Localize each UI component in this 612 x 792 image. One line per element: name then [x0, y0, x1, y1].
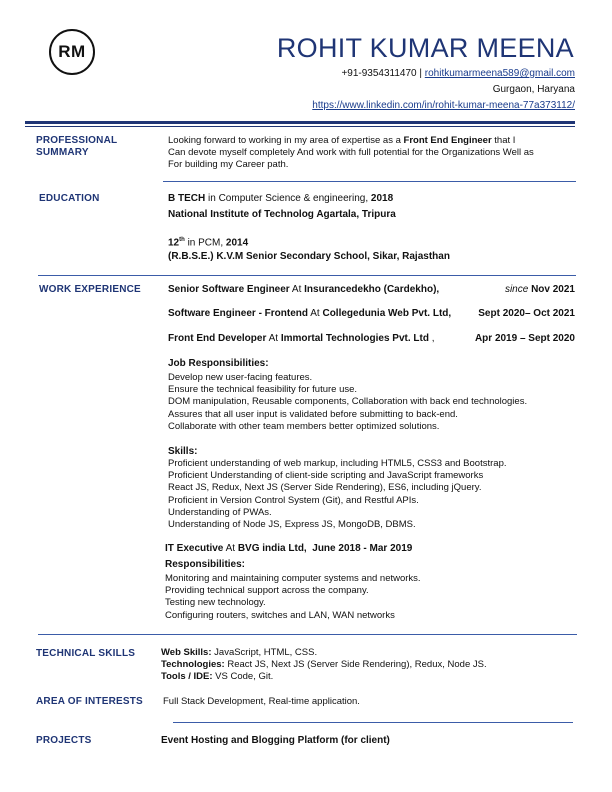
list-item: Proficient in Version Control System (Git), and Restful APIs.	[168, 494, 419, 506]
degree-2-grade: 12	[168, 237, 180, 249]
education-title: EDUCATION	[39, 193, 100, 204]
responsibilities-list	[168, 372, 527, 433]
tools-value: VS Code, Git.	[212, 671, 274, 683]
summary-title	[36, 135, 117, 159]
summary-highlight: Front End Engineer	[403, 135, 492, 146]
header-divider-thick	[25, 121, 575, 124]
list-item: React JS, Redux, Next JS (Server Side Rendering), ES6, including jQuery.	[168, 482, 482, 494]
responsibilities-title: Job Responsibilities:	[168, 358, 269, 369]
job-1-company: Insurancedekho (Cardekho),	[304, 284, 440, 295]
list-item: Providing technical support across the company.	[165, 585, 369, 597]
education-degree-1	[168, 193, 393, 205]
education-school-1: National Institute of Technolog Agartala, Tripura	[168, 209, 396, 220]
summary-line-2: Can devote myself completely And work with full potential for the Organizations Well as	[168, 147, 534, 158]
experience-divider	[38, 634, 577, 635]
job-2-date: Sept 2020– Oct 2021	[478, 308, 575, 319]
list-item: Understanding of Node JS, Express JS, MongoDB, DBMS.	[168, 519, 416, 531]
list-item: Configuring routers, switches and LAN, WAN networks	[165, 609, 395, 621]
job-3-company: Immortal Technologies Pvt. Ltd	[280, 333, 429, 344]
summary-title-line2: SUMMARY	[36, 147, 89, 158]
education-divider	[38, 275, 576, 276]
summary-line1-end: that I	[491, 135, 516, 146]
degree-1-field: in Computer Science & engineering,	[205, 193, 371, 204]
job-1-date	[505, 284, 575, 296]
email-link[interactable]: rohitkumarmeena589@gmail.com	[424, 68, 575, 79]
location: Gurgaon, Haryana	[492, 84, 575, 95]
degree-1-year: 2018	[370, 193, 394, 204]
job-1-date-value: Nov 2021	[531, 284, 575, 295]
it-responsibilities-list	[165, 573, 421, 622]
job-4	[165, 543, 412, 555]
technologies-value: React JS, Next JS (Server Side Rendering), Redux, Node JS.	[224, 659, 487, 671]
job-1-at: At	[289, 284, 305, 295]
tools-label: Tools / IDE:	[161, 671, 213, 683]
degree-2-year: 2014	[225, 237, 249, 249]
job-2-at: At	[308, 308, 323, 319]
web-skills-value: JavaScript, HTML, CSS.	[211, 647, 318, 658]
education-school-2: (R.B.S.E.) K.V.M Senior Secondary School, Sikar, Rajasthan	[168, 251, 450, 262]
list-item: Testing new technology.	[165, 597, 266, 609]
initials-logo: RM	[49, 29, 95, 75]
job-1-role: Senior Software Engineer	[168, 284, 290, 295]
summary-text	[168, 135, 578, 171]
job-2	[168, 308, 451, 320]
list-item: Assures that all user input is validated before submitting to back-end.	[168, 408, 458, 420]
summary-line-1	[168, 135, 578, 147]
degree-2-stream: in PCM,	[184, 237, 226, 249]
web-skills-label: Web Skills:	[161, 647, 212, 658]
experience-title: WORK EXPERIENCE	[39, 284, 141, 295]
interests-title: AREA OF INTERESTS	[36, 696, 143, 707]
job-1-since: since	[504, 284, 532, 295]
header-divider-thin	[25, 126, 575, 127]
linkedin-line	[312, 100, 575, 111]
education-degree-2	[168, 234, 248, 249]
job-4-date: June 2018 - Mar 2019	[312, 543, 413, 554]
skills-title: Skills:	[168, 446, 198, 457]
tech-technologies	[161, 659, 487, 671]
list-item: DOM manipulation, Reusable components, Collaboration with back end technologies.	[168, 396, 528, 408]
list-item: Proficient Understanding of client-side scripting and JavaScript frameworks	[168, 470, 484, 482]
job-3-comma: ,	[428, 333, 435, 344]
job-2-role: Software Engineer - Frontend	[168, 308, 309, 319]
summary-divider	[163, 181, 576, 182]
interests-divider	[173, 722, 573, 723]
skills-list	[168, 458, 507, 531]
summary-line1-start: Looking forward to working in my area of expertise as a	[168, 135, 404, 146]
job-1	[168, 284, 439, 296]
phone-number: +91-9354311470 |	[341, 68, 422, 79]
list-item: Proficient understanding of web markup, including HTML5, CSS3 and Bootstrap.	[168, 458, 507, 469]
job-4-role: IT Executive	[165, 543, 224, 554]
job-3	[168, 333, 435, 345]
candidate-name: ROHIT KUMAR MEENA	[276, 33, 574, 63]
tech-skills-list	[161, 647, 487, 684]
tech-web-skills	[161, 647, 487, 659]
job-3-at: At	[266, 333, 281, 344]
job-3-date: Apr 2019 – Sept 2020	[474, 333, 575, 344]
job-4-company: BVG india Ltd,	[237, 543, 307, 554]
list-item: Understanding of PWAs.	[168, 506, 272, 518]
it-responsibilities-title: Responsibilities:	[165, 559, 246, 570]
linkedin-link[interactable]: https://www.linkedin.com/in/rohit-kumar-meena-77a373112/	[312, 100, 575, 111]
job-2-company: Collegedunia Web Pvt. Ltd,	[322, 308, 452, 319]
summary-title-line1: PROFESSIONAL	[36, 135, 118, 146]
list-item: Ensure the technical feasibility for future use.	[168, 384, 358, 396]
contact-line	[341, 68, 575, 79]
summary-line-3: For building my Career path.	[168, 159, 289, 170]
tech-skills-title: TECHNICAL SKILLS	[36, 648, 136, 659]
degree-1-name: B TECH	[168, 193, 206, 204]
project-1: Event Hosting and Blogging Platform (for client)	[161, 735, 390, 746]
job-3-role: Front End Developer	[168, 333, 267, 344]
list-item: Collaborate with other team members better optimized solutions.	[168, 420, 440, 432]
projects-title: PROJECTS	[36, 735, 92, 746]
list-item: Monitoring and maintaining computer systems and networks.	[165, 573, 421, 584]
tech-tools	[161, 671, 487, 683]
interests-value: Full Stack Development, Real-time application.	[163, 696, 360, 707]
job-4-at: At	[223, 543, 238, 554]
technologies-label: Technologies:	[161, 659, 225, 671]
degree-2-suffix: th	[179, 237, 185, 243]
list-item: Develop new user-facing features.	[168, 372, 313, 383]
